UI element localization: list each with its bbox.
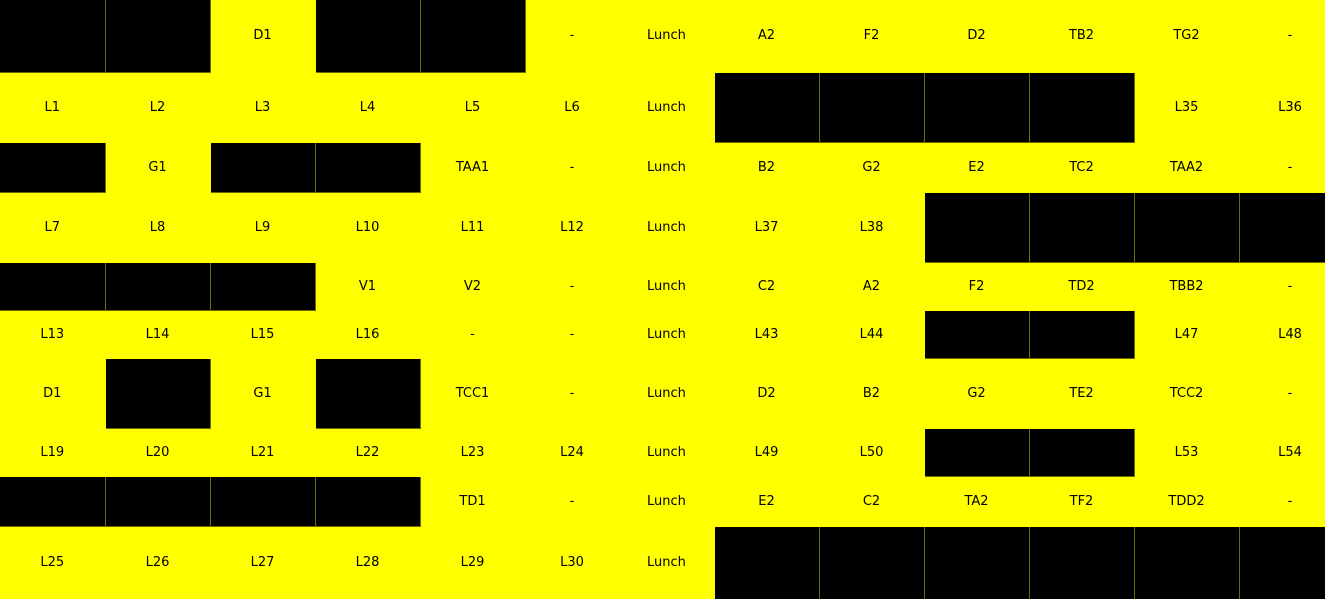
slot-cell[interactable]: L1 [0,72,105,142]
slot-cell[interactable]: D1 [210,0,315,72]
slot-cell[interactable]: L15 [210,310,315,358]
timetable-row [0,526,1325,599]
occupied-slot-cell[interactable] [714,72,819,142]
slot-cell[interactable]: L8 [105,192,210,262]
slot-cell[interactable]: L3 [210,72,315,142]
occupied-slot-cell[interactable] [1239,192,1325,262]
occupied-slot-cell[interactable] [1029,72,1134,142]
lunch-break-cell[interactable]: Lunch [619,526,714,599]
slot-cell[interactable]: TCC2 [1134,358,1239,428]
slot-cell[interactable]: TE2 [1029,358,1134,428]
occupied-slot-cell[interactable] [924,310,1029,358]
slot-cell[interactable]: - [1239,0,1325,72]
timetable-row [0,428,1325,476]
timetable-row [0,0,1325,72]
slot-cell[interactable]: F2 [924,262,1029,310]
slot-cell[interactable]: F2 [819,0,924,72]
occupied-slot-cell[interactable] [105,358,210,428]
slot-cell[interactable]: TC2 [1029,142,1134,192]
slot-cell[interactable]: D1 [0,358,105,428]
occupied-slot-cell[interactable] [1029,428,1134,476]
slot-cell[interactable]: L6 [525,72,619,142]
slot-cell[interactable]: B2 [819,358,924,428]
slot-cell[interactable]: A2 [714,0,819,72]
slot-cell[interactable]: G1 [105,142,210,192]
lunch-break-cell[interactable]: Lunch [619,142,714,192]
slot-cell[interactable]: L25 [0,526,105,599]
slot-cell[interactable]: TD2 [1029,262,1134,310]
slot-cell[interactable]: C2 [819,476,924,526]
slot-cell[interactable]: L48 [1239,310,1325,358]
lunch-break-cell[interactable]: Lunch [619,310,714,358]
slot-cell[interactable]: G1 [210,358,315,428]
occupied-slot-cell[interactable] [1134,526,1239,599]
lunch-break-cell[interactable]: Lunch [619,262,714,310]
lunch-break-cell[interactable]: Lunch [619,0,714,72]
occupied-slot-cell[interactable] [0,142,105,192]
occupied-slot-cell[interactable] [1029,526,1134,599]
occupied-slot-cell[interactable] [105,0,210,72]
slot-cell[interactable]: B2 [714,142,819,192]
timetable-row [0,262,1325,310]
timetable-row [0,476,1325,526]
occupied-slot-cell[interactable] [1239,526,1325,599]
slot-cell[interactable]: TBB2 [1134,262,1239,310]
occupied-slot-cell[interactable] [0,476,105,526]
occupied-slot-cell[interactable] [924,192,1029,262]
occupied-slot-cell[interactable] [420,0,525,72]
slot-cell[interactable]: L35 [1134,72,1239,142]
slot-cell[interactable]: - [525,476,619,526]
slot-cell[interactable]: L53 [1134,428,1239,476]
occupied-slot-cell[interactable] [210,262,315,310]
slot-cell[interactable]: L20 [105,428,210,476]
slot-cell[interactable]: TAA2 [1134,142,1239,192]
slot-cell[interactable]: L23 [420,428,525,476]
occupied-slot-cell[interactable] [819,526,924,599]
slot-cell[interactable]: L7 [0,192,105,262]
slot-cell[interactable]: L2 [105,72,210,142]
timetable-row [0,192,1325,262]
slot-cell[interactable]: L21 [210,428,315,476]
occupied-slot-cell[interactable] [714,526,819,599]
slot-cell[interactable]: L5 [420,72,525,142]
slot-cell[interactable]: L30 [525,526,619,599]
slot-cell[interactable]: E2 [924,142,1029,192]
slot-cell[interactable]: L16 [315,310,420,358]
slot-cell[interactable]: - [525,0,619,72]
slot-cell[interactable]: TF2 [1029,476,1134,526]
occupied-slot-cell[interactable] [315,0,420,72]
occupied-slot-cell[interactable] [105,262,210,310]
slot-cell[interactable]: L12 [525,192,619,262]
slot-cell[interactable]: L9 [210,192,315,262]
occupied-slot-cell[interactable] [315,358,420,428]
slot-cell[interactable]: L13 [0,310,105,358]
slot-cell[interactable]: L28 [315,526,420,599]
slot-cell[interactable]: L38 [819,192,924,262]
slot-cell[interactable]: L54 [1239,428,1325,476]
slot-cell[interactable]: - [1239,358,1325,428]
occupied-slot-cell[interactable] [0,0,105,72]
slot-cell[interactable]: D2 [924,0,1029,72]
occupied-slot-cell[interactable] [0,262,105,310]
lunch-break-cell[interactable]: Lunch [619,192,714,262]
timetable-row [0,72,1325,142]
occupied-slot-cell[interactable] [924,526,1029,599]
slot-cell[interactable]: - [1239,476,1325,526]
slot-cell[interactable]: TA2 [924,476,1029,526]
slot-cell[interactable]: C2 [714,262,819,310]
slot-cell[interactable]: V2 [420,262,525,310]
occupied-slot-cell[interactable] [1029,192,1134,262]
occupied-slot-cell[interactable] [315,476,420,526]
slot-cell[interactable]: A2 [819,262,924,310]
slot-cell[interactable]: L36 [1239,72,1325,142]
lunch-break-cell[interactable]: Lunch [619,476,714,526]
slot-cell[interactable]: L22 [315,428,420,476]
slot-cell[interactable]: - [420,310,525,358]
slot-cell[interactable]: L26 [105,526,210,599]
slot-cell[interactable]: E2 [714,476,819,526]
slot-cell[interactable]: L29 [420,526,525,599]
slot-cell[interactable]: - [525,262,619,310]
timetable-row [0,358,1325,428]
slot-cell[interactable]: - [525,358,619,428]
slot-cell[interactable]: - [525,310,619,358]
occupied-slot-cell[interactable] [210,142,315,192]
slot-cell[interactable]: L44 [819,310,924,358]
slot-cell[interactable]: TAA1 [420,142,525,192]
slot-cell[interactable]: TD1 [420,476,525,526]
timetable-row [0,310,1325,358]
slot-cell[interactable]: L11 [420,192,525,262]
occupied-slot-cell[interactable] [1134,192,1239,262]
occupied-slot-cell[interactable] [819,72,924,142]
slot-cell[interactable]: TDD2 [1134,476,1239,526]
occupied-slot-cell[interactable] [210,476,315,526]
slot-cell[interactable]: L37 [714,192,819,262]
slot-cell[interactable]: L47 [1134,310,1239,358]
occupied-slot-cell[interactable] [924,72,1029,142]
slot-cell[interactable]: D2 [714,358,819,428]
slot-cell[interactable]: L14 [105,310,210,358]
occupied-slot-cell[interactable] [1029,310,1134,358]
slot-cell[interactable]: TCC1 [420,358,525,428]
slot-cell[interactable]: - [1239,262,1325,310]
lunch-break-cell[interactable]: Lunch [619,72,714,142]
timetable-row [0,142,1325,192]
slot-cell[interactable]: L27 [210,526,315,599]
slot-cell[interactable]: TB2 [1029,0,1134,72]
slot-cell[interactable]: L49 [714,428,819,476]
slot-cell[interactable]: L50 [819,428,924,476]
occupied-slot-cell[interactable] [924,428,1029,476]
slot-cell[interactable]: L24 [525,428,619,476]
slot-cell[interactable]: G2 [819,142,924,192]
slot-cell[interactable]: L4 [315,72,420,142]
slot-cell[interactable]: TG2 [1134,0,1239,72]
slot-cell[interactable]: V1 [315,262,420,310]
slot-cell[interactable]: L43 [714,310,819,358]
slot-cell[interactable]: L19 [0,428,105,476]
occupied-slot-cell[interactable] [105,476,210,526]
lunch-break-cell[interactable]: Lunch [619,428,714,476]
occupied-slot-cell[interactable] [315,142,420,192]
slot-cell[interactable]: - [1239,142,1325,192]
lunch-break-cell[interactable]: Lunch [619,358,714,428]
slot-cell[interactable]: - [525,142,619,192]
slot-cell[interactable]: G2 [924,358,1029,428]
slot-cell[interactable]: L10 [315,192,420,262]
